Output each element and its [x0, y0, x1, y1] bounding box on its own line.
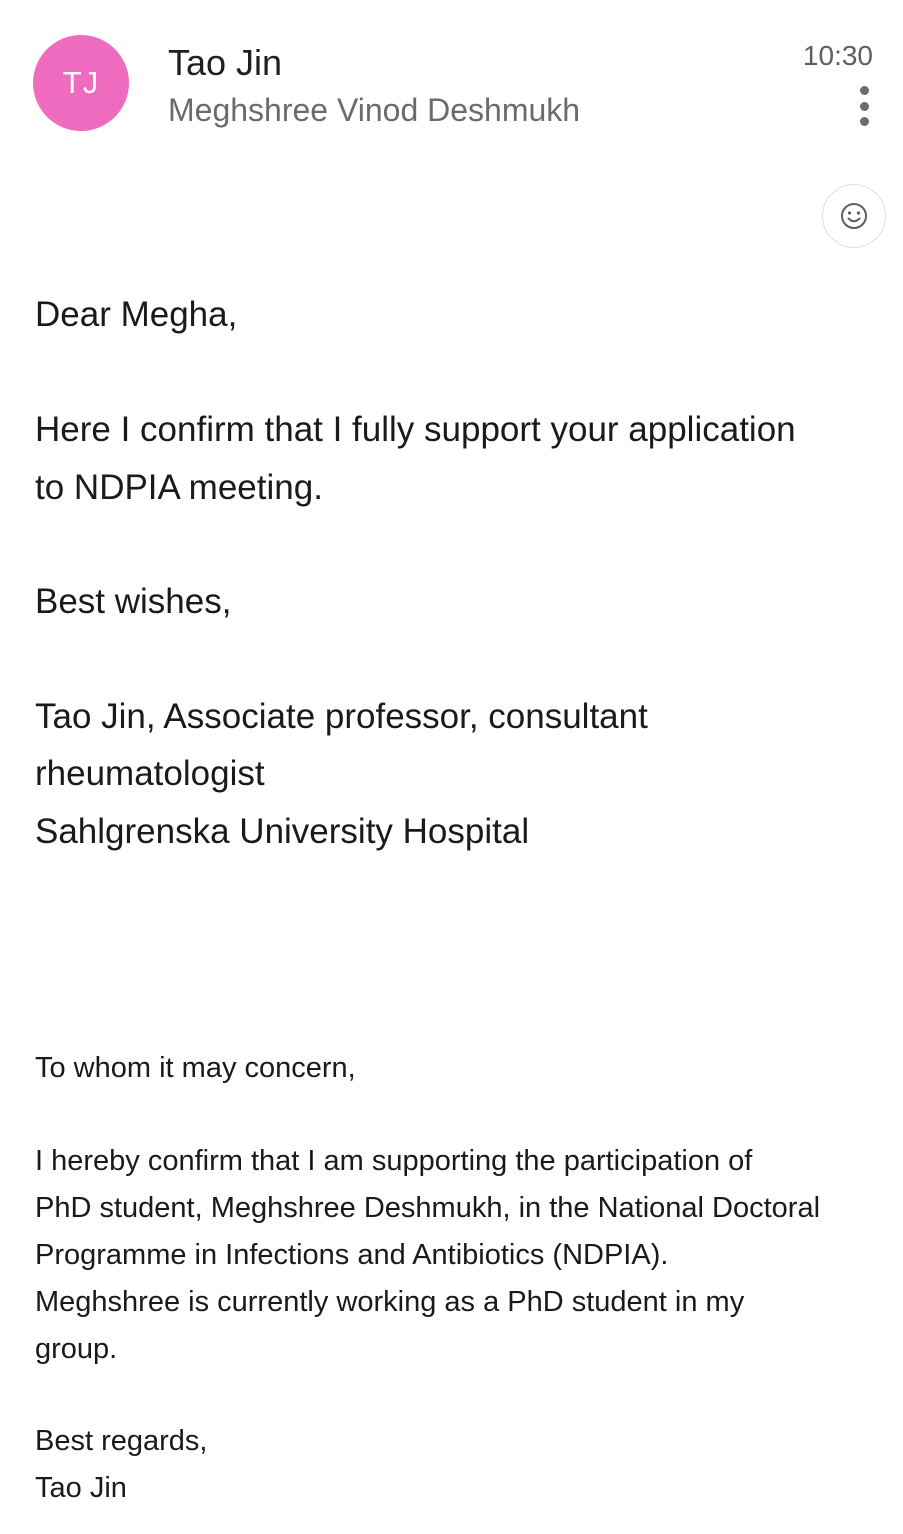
sender-avatar[interactable]: [33, 35, 129, 131]
more-dot: [860, 86, 869, 95]
letter-closing: Best regards,: [35, 1425, 208, 1457]
message-line-1: Here I confirm that I fully support your application: [35, 410, 796, 449]
letter-greeting: To whom it may concern,: [35, 1052, 356, 1084]
message-time: 10:30: [802, 40, 873, 71]
email-header: [0, 0, 903, 160]
letter-line-5: group.: [35, 1333, 118, 1365]
letter-line-1: I hereby confirm that I am supporting the participation of: [35, 1145, 753, 1177]
letter-line-3: Programme in Infections and Antibiotics (NDPIA).: [35, 1239, 669, 1271]
smiley-icon: [839, 201, 869, 231]
add-reaction-button[interactable]: [822, 184, 886, 248]
recipient-name[interactable]: Meghshree Vinod Deshmukh: [168, 92, 581, 128]
more-vert-icon[interactable]: [846, 82, 882, 130]
signature-line-1: Tao Jin, Associate professor, consultant: [35, 697, 648, 736]
letter-signature: Tao Jin: [35, 1472, 127, 1504]
more-dot: [860, 117, 869, 126]
sender-name[interactable]: Tao Jin: [168, 42, 283, 83]
signature-line-2: rheumatologist: [35, 754, 265, 793]
message-line-2: to NDPIA meeting.: [35, 468, 323, 507]
letter-line-4: Meghshree is currently working as a PhD student in my: [35, 1286, 745, 1318]
signature-line-3: Sahlgrenska University Hospital: [35, 812, 530, 851]
more-dot: [860, 102, 869, 111]
letter-line-2: PhD student, Meghshree Deshmukh, in the National Doctoral: [35, 1192, 821, 1224]
avatar-initials: TJ: [62, 65, 100, 100]
message-greeting: Dear Megha,: [35, 295, 238, 334]
message-closing: Best wishes,: [35, 582, 232, 621]
